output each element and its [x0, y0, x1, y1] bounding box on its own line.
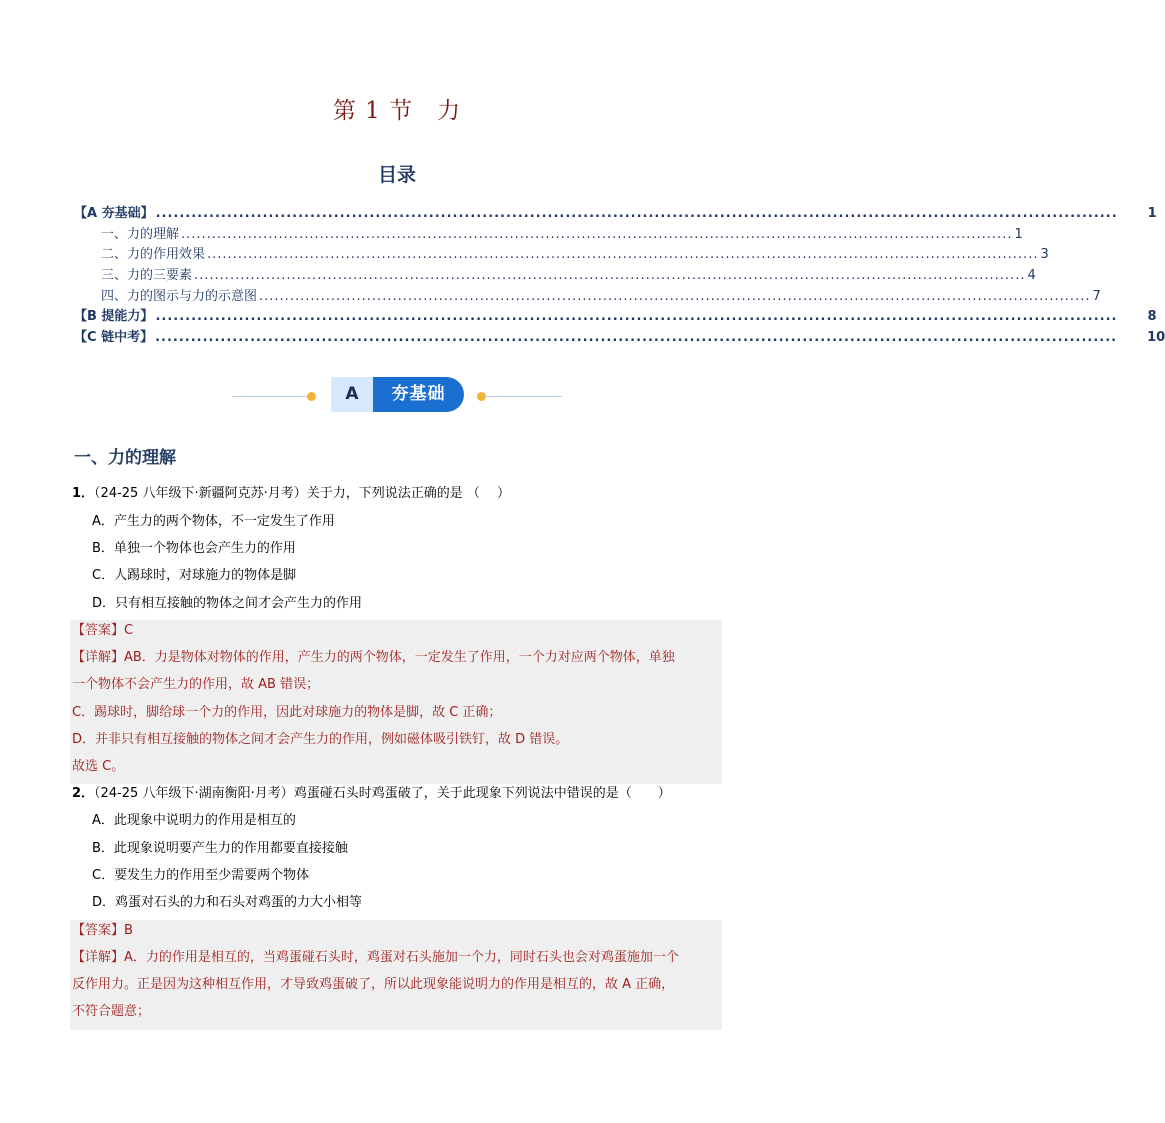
option-c: C．人踢球时，对球施力的物体是脚 — [92, 568, 297, 583]
toc-item-a[interactable] — [74, 204, 1157, 224]
detail-line: 反作用力。正是因为这种相互作用，才导致鸡蛋破了，所以此现象能说明力的作用是相互的，故 A 正确， — [72, 977, 675, 992]
answer-label: 【答案】C — [72, 623, 134, 638]
toc-item-page: 4 — [1027, 268, 1036, 283]
toc-item-4[interactable] — [101, 287, 1101, 307]
toc-item-label: 二、力的作用效果 — [101, 247, 206, 262]
toc-item-label: 【B 提能力】 — [74, 309, 154, 324]
question-text: （24-25 八年级下·新疆阿克苏·月考）关于力，下列说法正确的是 （ ） — [94, 486, 510, 501]
toc-item-label: 三、力的三要素 — [101, 268, 193, 283]
question-number: 2． — [72, 786, 95, 801]
question-text: （24-25 八年级下·湖南衡阳·月考）鸡蛋碰石头时鸡蛋破了，关于此现象下列说法中错误的是（ ） — [94, 786, 671, 801]
toc-leader: .................................................................................................................................................................. — [181, 227, 1013, 242]
toc-item-1[interactable] — [101, 225, 1023, 245]
detail-line: 【详解】AB．力是物体对物体的作用，产生力的两个物体，一定发生了作用，一个力对应两个物体，单独 — [72, 650, 675, 665]
page-title: 第 1 节 力 — [332, 98, 462, 124]
toc-item-label: 四、力的图示与力的示意图 — [101, 289, 258, 304]
option-a: A．产生力的两个物体，不一定发生了作用 — [92, 514, 335, 529]
option-c: C．要发生力的作用至少需要两个物体 — [92, 868, 310, 883]
toc-leader: .................................................................................................................................................................. — [155, 206, 1118, 221]
section-banner — [331, 377, 464, 412]
toc-leader: .................................................................................................................................................................. — [194, 268, 1026, 283]
banner-line-left — [232, 396, 312, 397]
toc-item-label: 【A 夯基础】 — [74, 206, 154, 221]
banner-dot-left — [307, 392, 316, 401]
answer-label: 【答案】B — [72, 923, 133, 938]
toc-heading: 目录 — [377, 164, 416, 186]
question-1-stem — [72, 484, 510, 504]
question-number: 1． — [72, 486, 95, 501]
option-b: B．此现象说明要产生力的作用都要直接接触 — [92, 841, 348, 856]
detail-line: C．踢球时，脚给球一个力的作用，因此对球施力的物体是脚，故 C 正确； — [72, 705, 502, 720]
detail-line: 一个物体不会产生力的作用，故 AB 错误； — [72, 677, 320, 692]
section-heading: 一、力的理解 — [74, 448, 176, 468]
toc-leader: .................................................................................................................................................................. — [259, 289, 1091, 304]
toc-item-label: 【C 链中考】 — [74, 330, 154, 345]
toc-item-page: 1 — [1014, 227, 1023, 242]
toc-item-page: 3 — [1040, 247, 1049, 262]
detail-line: 不符合题意； — [72, 1004, 151, 1019]
toc-item-b[interactable] — [74, 307, 1157, 327]
toc-item-page: 1 — [1147, 206, 1157, 221]
option-d: D．鸡蛋对石头的力和石头对鸡蛋的力大小相等 — [92, 895, 363, 910]
toc-item-2[interactable] — [101, 245, 1049, 265]
banner-text: 夯基础 — [391, 384, 446, 404]
toc-leader: .................................................................................................................................................................. — [155, 330, 1118, 345]
toc-leader: .................................................................................................................................................................. — [207, 247, 1039, 262]
detail-line: 【详解】A．力的作用是相互的，当鸡蛋碰石头时，鸡蛋对石头施加一个力，同时石头也会对鸡蛋施加一个 — [72, 950, 679, 965]
option-b: B．单独一个物体也会产生力的作用 — [92, 541, 296, 556]
toc-item-page: 10 — [1147, 330, 1165, 345]
detail-line: 故选 C。 — [72, 759, 125, 774]
banner-letter: A — [331, 377, 373, 412]
toc-item-page: 8 — [1147, 309, 1157, 324]
toc-item-label: 一、力的理解 — [101, 227, 180, 242]
toc-item-3[interactable] — [101, 266, 1036, 286]
banner-line-right — [484, 396, 562, 397]
option-d: D．只有相互接触的物体之间才会产生力的作用 — [92, 596, 363, 611]
toc-item-c[interactable] — [74, 328, 1165, 348]
question-2-stem — [72, 784, 671, 804]
toc-leader: .................................................................................................................................................................. — [155, 309, 1118, 324]
option-a: A．此现象中说明力的作用是相互的 — [92, 813, 296, 828]
toc-item-page: 7 — [1092, 289, 1101, 304]
detail-line: D．并非只有相互接触的物体之间才会产生力的作用，例如磁体吸引铁钉，故 D 错误。 — [72, 732, 569, 747]
